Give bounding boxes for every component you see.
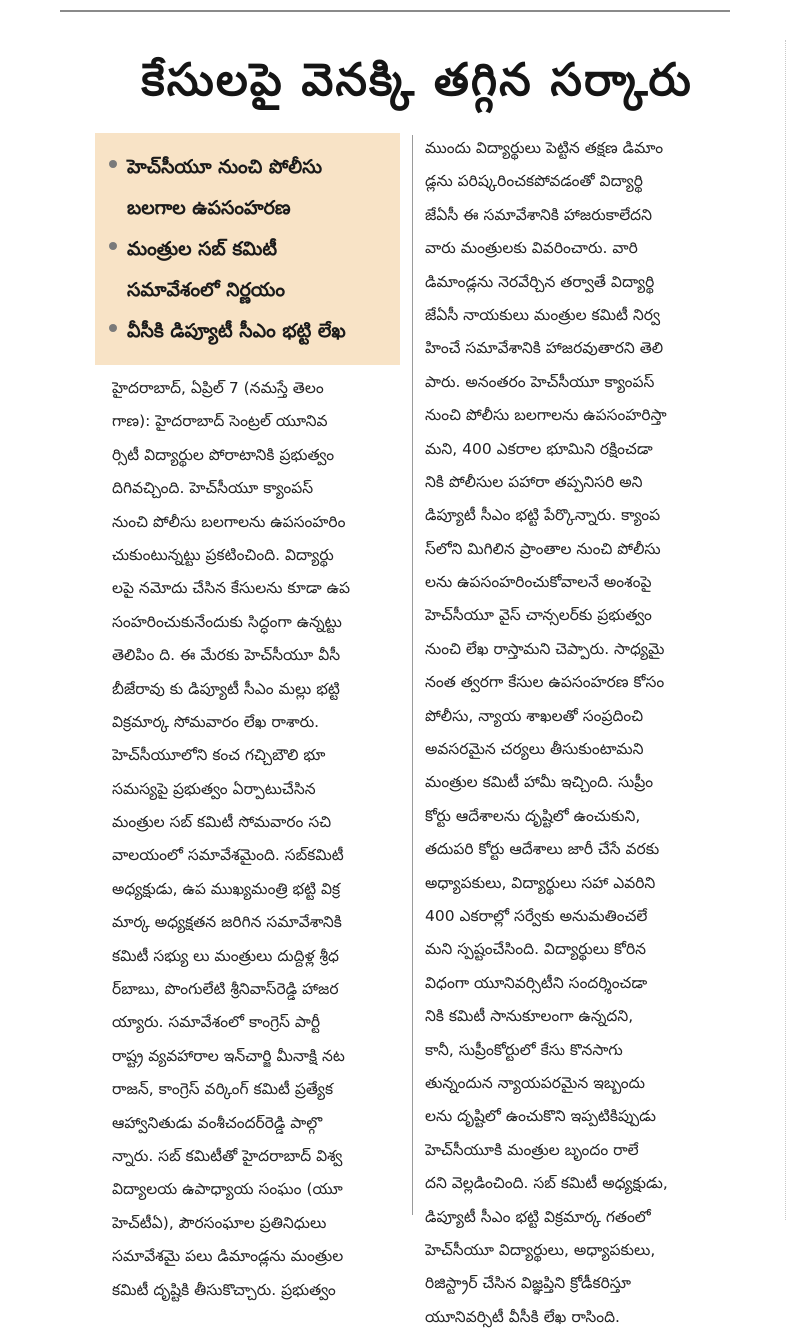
article-line: సమస్యపై ప్రభుత్వం ఏర్పాటుచేసిన xyxy=(112,779,316,798)
highlight-text: సమావేశంలో నిర్ణయం xyxy=(127,279,285,301)
article-line: ర్సిటీ విద్యార్థుల పోరాటానికి ప్రభుత్వం xyxy=(112,445,335,464)
article-line: డిమాండ్లను నెరవేర్చిన తర్వాతే విద్యార్థి xyxy=(425,272,655,291)
article-line: జేఏసీ ఈ సమావేశానికి హాజరుకాలేదని xyxy=(425,205,653,224)
highlight-text: మంత్రుల సబ్ కమిటీ xyxy=(127,238,278,260)
article-line: కానీ, సుప్రీంకోర్టులో కేసు కొనసాగు xyxy=(425,1040,623,1059)
article-line: మని స్పష్టంచేసింది. విద్యార్థులు కోరిన xyxy=(425,940,647,959)
article-line: య్యారు. సమావేశంలో కాంగ్రెస్ పార్టీ xyxy=(112,1013,321,1032)
article-line: రిజిస్ట్రార్ చేసిన విజ్ఞప్తిని క్రోడీకరిస్తూ xyxy=(425,1274,632,1293)
article-line: బీజేరావు కు డిప్యూటీ సీఎం మల్లు భట్టి xyxy=(112,679,340,698)
article-line: వాలయంలో సమావేశమైంది. సబ్‌కమిటీ xyxy=(112,846,344,865)
article-line: రాష్ట్ర వ్యవహారాల ఇన్‌చార్జి మీనాక్షి నట xyxy=(112,1046,345,1065)
article-line: 400 ఎకరాల్లో సర్వేకు అనుమతించలే xyxy=(425,906,648,925)
article-line: హెచ్‌సీయూలోని కంచ గచ్చిబౌలి భూ xyxy=(112,746,326,765)
article-line: ర్‌బాబు, పొంగులేటి శ్రీనివాస్‌రెడ్డి హాజర xyxy=(112,980,339,999)
article-line: మార్క అధ్యక్షతన జరిగిన సమావేశానికి xyxy=(112,913,342,932)
highlights-box xyxy=(95,133,400,365)
article-line: విధంగా యూనివర్సిటీని సందర్శించడా xyxy=(425,973,648,992)
article-line: నుంచి లేఖ రాస్తామని చెప్పారు. సాధ్యమై xyxy=(425,639,665,658)
article-line: హించే సమావేశానికి హాజరవుతారని తెలి xyxy=(425,339,664,358)
article-line: హైదరాబాద్, ఏప్రిల్ 7 (నమస్తే తెలం xyxy=(112,379,324,397)
article-column-left xyxy=(112,372,402,1307)
article-line: విక్రమార్క సోమవారం లేఖ రాశారు. xyxy=(112,712,320,731)
article-line: గాణ): హైదరాబాద్ సెంట్రల్ యూనివ xyxy=(112,412,328,431)
article-line: సమావేశమై పలు డిమాండ్లను మంత్రుల xyxy=(112,1247,344,1266)
highlight-item xyxy=(109,229,386,270)
article-line: అధ్యక్షుడు, ఉప ముఖ్యమంత్రి భట్టి విక్ర xyxy=(112,879,341,898)
article-line: సంహరించుకునేందుకు సిద్ధంగా ఉన్నట్టు xyxy=(112,612,342,631)
highlight-text: బలగాల ఉపసంహరణ xyxy=(127,197,291,219)
article-line: కమిటీ సభ్యు లు మంత్రులు దుద్దిళ్ల శ్రీధ xyxy=(112,946,339,965)
highlight-item xyxy=(109,147,386,188)
article-line: అధ్యాపకులు, విద్యార్థులు సహా ఎవరిని xyxy=(425,873,656,892)
article-line: దిగివచ్చింది. హెచ్‌సీయూ క్యాంపస్ xyxy=(112,479,314,498)
column-divider xyxy=(412,135,413,1215)
article-line: లపై నమోదు చేసిన కేసులను కూడా ఉప xyxy=(112,579,350,598)
bullet-icon xyxy=(109,160,117,168)
article-line: నంత త్వరగా కేసుల ఉపసంహరణ కోసం xyxy=(425,673,665,692)
article-line: నుంచి పోలీసు బలగాలను ఉపసంహరిస్తా xyxy=(425,406,667,425)
top-rule xyxy=(60,0,730,12)
highlight-item xyxy=(109,311,386,352)
article-line: మని, 400 ఎకరాల భూమిని రక్షించడా xyxy=(425,439,653,458)
highlight-text: హెచ్‌సీయూ నుంచి పోలీసు xyxy=(127,156,323,178)
article-line: హెచ్‌సీయూ విద్యార్థులు, అధ్యాపకులు, xyxy=(425,1240,656,1259)
page-edge xyxy=(785,40,796,1220)
article-line: మంత్రుల కమిటీ హామీ ఇచ్చింది. సుప్రీం xyxy=(425,773,654,792)
article-line: హెచ్‌సీయూకి మంత్రుల బృందం రాలే xyxy=(425,1140,639,1159)
article-line: జేఏసీ నాయకులు మంత్రుల కమిటీ నిర్వ xyxy=(425,305,661,324)
bullet-icon xyxy=(109,242,117,250)
article-line: అవసరమైన చర్యలు తీసుకుంటామని xyxy=(425,740,644,759)
highlight-text: వీసీకి డిప్యూటీ సీఎం భట్టి లేఖ xyxy=(127,320,346,342)
article-line: తెలిపిం ది. ఈ మేరకు హెచ్‌సీయూ వీసీ xyxy=(112,646,341,665)
article-line: నుంచి పోలీసు బలగాలను ఉపసంహరిం xyxy=(112,512,346,531)
article-line: లను దృష్టిలో ఉంచుకొని ఇప్పటికిప్పుడు xyxy=(425,1107,657,1126)
article-line: యూనివర్సిటీ వీసీకి లేఖ రాసింది. xyxy=(425,1307,620,1326)
article-column-right xyxy=(425,132,735,1334)
article-line: న్నారు. సబ్ కమిటీతో హైదరాబాద్ విశ్వ xyxy=(112,1146,343,1165)
article-line: హెచ్‌సీయూ వైస్ చాన్సలర్‌కు ప్రభుత్వం xyxy=(425,606,652,625)
article-line: తున్నందున న్యాయపరమైన ఇబ్బందు xyxy=(425,1073,645,1092)
article-line: వారు మంత్రులకు వివరించారు. వారి xyxy=(425,239,638,258)
article-line: లను ఉపసంహరించుకోవాలనే అంశంపై xyxy=(425,573,652,592)
article-line: దని వెల్లడించింది. సబ్ కమిటీ అధ్యక్షుడు, xyxy=(425,1174,668,1193)
article-line: కోర్టు ఆదేశాలను దృష్టిలో ఉంచుకుని, xyxy=(425,806,641,825)
article-line: పారు. అనంతరం హెచ్‌సీయూ క్యాంపస్ xyxy=(425,372,655,391)
article-line: విద్యాలయ ఉపాధ్యాయ సంఘం (యూ xyxy=(112,1180,343,1199)
article-line: కమిటీ దృష్టికి తీసుకొచ్చారు. ప్రభుత్వం xyxy=(112,1280,336,1299)
article-line: మంత్రుల సబ్ కమిటీ సోమవారం సచి xyxy=(112,813,332,832)
article-line: హెచ్‌టీఏ), పౌరసంఘాల ప్రతినిధులు xyxy=(112,1213,327,1232)
article-line: నికి కమిటీ సానుకూలంగా ఉన్నదని, xyxy=(425,1007,634,1026)
article-line: నికి పోలీసుల పహారా తప్పనిసరి అని xyxy=(425,472,643,491)
highlight-item-continued xyxy=(109,188,386,229)
article-line: రాజన్, కాంగ్రెస్ వర్కింగ్ కమిటీ ప్రత్యేక xyxy=(112,1080,334,1099)
article-line: డిప్యూటీ సీఎం భట్టి విక్రమార్క గతంలో xyxy=(425,1207,651,1226)
highlight-item-continued xyxy=(109,270,386,311)
article-line: డ్లను పరిష్కరించకపోవడంతో విద్యార్థి xyxy=(425,172,643,191)
article-line: తదుపరి కోర్టు ఆదేశాలు జారీ చేసే వరకు xyxy=(425,840,660,859)
article-line: పోలీసు, న్యాయ శాఖలతో సంప్రదించి xyxy=(425,706,644,725)
article-line: డిప్యూటీ సీఎం భట్టి పేర్కొన్నారు. క్యాంప xyxy=(425,506,661,525)
article-line: ముందు విద్యార్థులు పెట్టిన తక్షణ డిమాం xyxy=(425,139,664,157)
article-line: ఆహ్వానితుడు వంశీచందర్‌రెడ్డి పాల్గొ xyxy=(112,1113,323,1132)
bullet-icon xyxy=(109,324,117,332)
article-line: స్‌లోని మిగిలిన ప్రాంతాల నుంచి పోలీసు xyxy=(425,539,661,558)
headline: కేసులపై వెనక్కి తగ్గిన సర్కారు xyxy=(141,53,693,106)
article-line: చుకుంటున్నట్టు ప్రకటించింది. విద్యార్థు xyxy=(112,545,334,564)
